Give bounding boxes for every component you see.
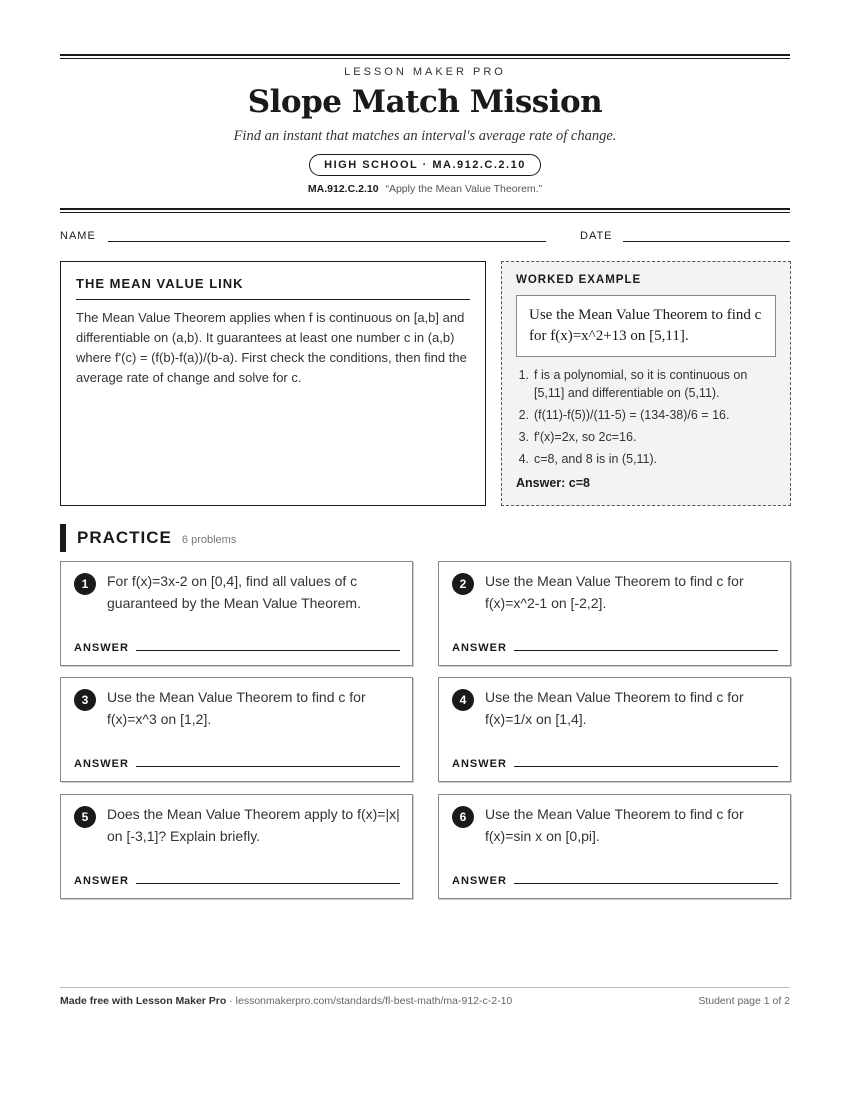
grade-standard-badge: HIGH SCHOOL · MA.912.C.2.10 xyxy=(309,154,541,176)
problem-number: 6 xyxy=(452,806,474,828)
standard-line xyxy=(60,183,790,195)
top-rule xyxy=(60,54,790,59)
example-step: 1. f is a polynomial, so it is continuous on [5,11] and differentiable on (5,11). xyxy=(518,368,748,400)
problem-number: 1 xyxy=(74,573,96,595)
problem-card-5 xyxy=(60,794,413,899)
problem-text: Use the Mean Value Theorem to find c for f(x)=1/x on [1,4]. xyxy=(485,689,744,727)
answer-label: ANSWER xyxy=(74,758,129,770)
date-field[interactable] xyxy=(623,241,790,242)
problem-text: Does the Mean Value Theorem apply to f(x)=|x| on [-3,1]? Explain briefly. xyxy=(107,806,400,844)
answer-label: ANSWER xyxy=(452,758,507,770)
answer-label: ANSWER xyxy=(452,875,507,887)
problem-number: 3 xyxy=(74,689,96,711)
worked-example-steps xyxy=(516,366,776,468)
problem-card-2 xyxy=(438,561,791,666)
problem-text: For f(x)=3x-2 on [0,4], find all values of c guaranteed by the Mean Value Theorem. xyxy=(107,573,361,611)
example-step: 3. f'(x)=2x, so 2c=16. xyxy=(518,430,637,444)
practice-accent-bar xyxy=(60,524,66,552)
worked-example-answer: Answer: c=8 xyxy=(516,476,590,490)
date-label: DATE xyxy=(580,230,613,242)
problem-text: Use the Mean Value Theorem to find c for f(x)=x^3 on [1,2]. xyxy=(107,689,366,727)
intro-title: THE MEAN VALUE LINK xyxy=(76,276,470,300)
practice-count: 6 problems xyxy=(181,533,237,546)
footer-rule xyxy=(60,987,790,988)
worked-example-box xyxy=(501,261,791,506)
page-header xyxy=(60,66,790,195)
problem-number: 2 xyxy=(452,573,474,595)
intro-box xyxy=(60,261,486,506)
name-date-row xyxy=(60,228,790,244)
problem-card-1 xyxy=(60,561,413,666)
answer-field[interactable] xyxy=(514,766,778,767)
footer-made-with: Made free with Lesson Maker Pro xyxy=(60,995,227,1007)
answer-label: ANSWER xyxy=(74,875,129,887)
answer-label: ANSWER xyxy=(452,642,507,654)
problem-number: 5 xyxy=(74,806,96,828)
practice-title: PRACTICE xyxy=(77,528,172,547)
intro-text: The Mean Value Theorem applies when f is continuous on [a,b] and differentiable on (a,b). It guarantees at least one number c in (a,b) where f'(c) = (f(b)-f(a))/(b-a). First check the conditions, then find the average rate of change and solve for c. xyxy=(76,310,467,385)
footer-url[interactable]: · lessonmakerpro.com/standards/fl-best-math/ma-912-c-2-10 xyxy=(226,995,513,1007)
answer-field[interactable] xyxy=(514,650,778,651)
standard-text: “Apply the Mean Value Theorem.” xyxy=(385,183,543,195)
name-field[interactable] xyxy=(108,241,546,242)
example-step: 4. c=8, and 8 is in (5,11). xyxy=(518,452,658,466)
answer-field[interactable] xyxy=(136,650,400,651)
page-title: Slope Match Mission xyxy=(247,84,603,120)
standard-code: MA.912.C.2.10 xyxy=(307,183,379,195)
problem-card-3 xyxy=(60,677,413,782)
answer-field[interactable] xyxy=(136,883,400,884)
header-bottom-rule xyxy=(60,208,790,213)
problem-text: Use the Mean Value Theorem to find c for f(x)=x^2-1 on [-2,2]. xyxy=(485,573,744,611)
page-subtitle: Find an instant that matches an interval's average rate of change. xyxy=(233,128,617,144)
worked-example-title: WORKED EXAMPLE xyxy=(516,274,642,286)
worked-example-problem: Use the Mean Value Theorem to find c for f(x)=x^2+13 on [5,11]. xyxy=(516,295,776,357)
name-label: NAME xyxy=(60,230,96,242)
example-step: 2. (f(11)-f(5))/(11-5) = (134-38)/6 = 16. xyxy=(518,408,730,422)
answer-field[interactable] xyxy=(136,766,400,767)
page-footer xyxy=(60,995,790,1007)
answer-field[interactable] xyxy=(514,883,778,884)
problem-card-6 xyxy=(438,794,791,899)
practice-header xyxy=(60,524,236,552)
problem-card-4 xyxy=(438,677,791,782)
brand-name: LESSON MAKER PRO xyxy=(344,66,506,78)
problem-text: Use the Mean Value Theorem to find c for f(x)=sin x on [0,pi]. xyxy=(485,806,744,844)
problem-number: 4 xyxy=(452,689,474,711)
answer-label: ANSWER xyxy=(74,642,129,654)
footer-page-number: Student page 1 of 2 xyxy=(698,995,790,1007)
